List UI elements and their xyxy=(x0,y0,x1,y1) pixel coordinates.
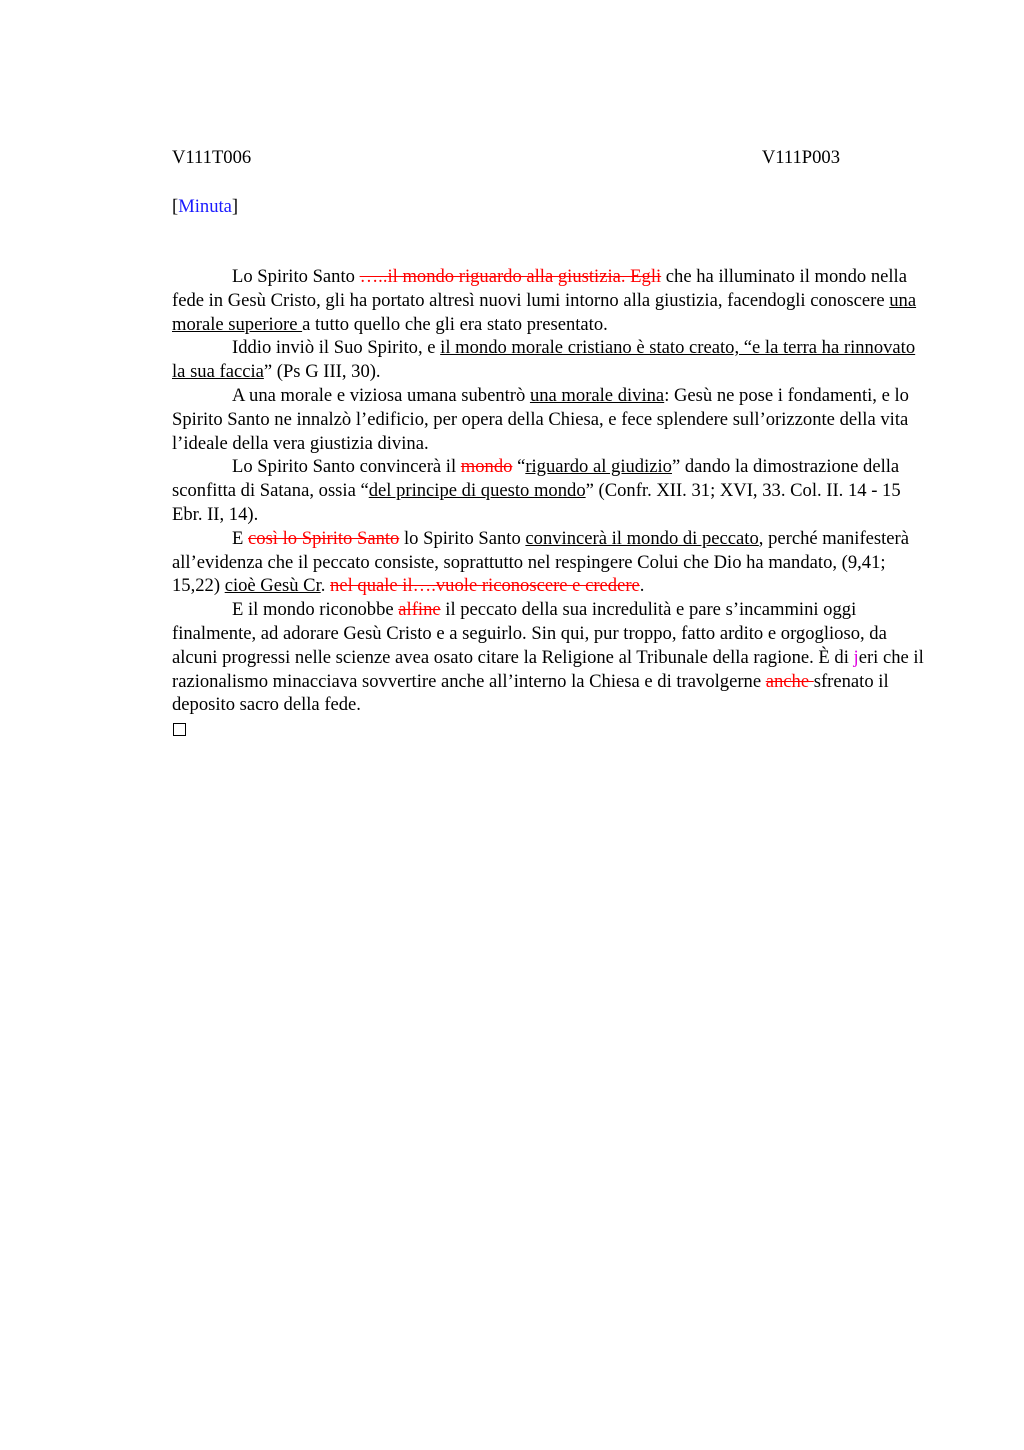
text-run: ” (Confr. XII. 31; XVI, 33. Col. II. 14 - 15 Ebr. II, 14). xyxy=(172,480,901,525)
paragraph xyxy=(172,598,932,717)
text-run: che ha illuminato il mondo nella fede in Gesù Cristo, gli ha portato altresì nuovi lumi intorno alla giustizia, facendogli conoscere xyxy=(172,266,907,311)
paragraph xyxy=(172,265,932,336)
text-run: il peccato della sua incredulità e pare s’incammini oggi finalmente, ad adorare Gesù Cristo e a seguirlo. Sin qui, pur troppo, fatto ardito e orgoglioso, da alcuni progressi nelle scienze avea osato citare la Religione al Tribunale della ragione. È di xyxy=(172,599,887,668)
end-marker-square-icon xyxy=(173,723,186,736)
document-body xyxy=(172,265,932,736)
deleted-text: alfine xyxy=(398,599,441,621)
deleted-text: così lo Spirito Santo xyxy=(248,527,400,549)
text-run: Lo Spirito Santo convincerà il xyxy=(232,456,461,478)
text-run: lo Spirito Santo xyxy=(399,527,526,549)
underlined-text: convincerà il mondo di peccato xyxy=(525,527,759,549)
text-run: : Gesù ne pose i fondamenti, e lo Spirito Santo ne innalzò l’edificio, per opera della Chiesa, e fece splendere sull’orizzonte della vita l’ideale della vera giustizia divina. xyxy=(172,384,909,454)
label-open-bracket: [ xyxy=(172,196,179,217)
text-run: sfrenato il deposito sacro della fede. xyxy=(172,670,889,716)
text-run: Lo Spirito Santo xyxy=(232,266,360,287)
underlined-text: il mondo morale cristiano è stato creato, “e la terra ha rinnovato la sua faccia xyxy=(172,337,916,383)
right-document-code: V111P003 xyxy=(761,147,840,168)
text-run: . xyxy=(320,575,331,597)
highlighted-letter: j xyxy=(853,646,859,668)
deleted-text: nel quale il….vuole riconoscere e credere xyxy=(330,575,640,597)
deleted-text: mondo xyxy=(460,456,513,478)
text-run: Iddio inviò il Suo Spirito, e xyxy=(232,337,441,359)
underlined-text: cioè Gesù Cr xyxy=(224,575,321,597)
text-run: a tutto quello che gli era stato presentato. xyxy=(302,313,608,335)
text-run: E il mondo riconobbe xyxy=(232,599,399,621)
paragraph xyxy=(172,384,932,455)
label-minuta: Minuta xyxy=(178,196,232,217)
label-close-bracket: ] xyxy=(231,196,239,217)
text-run: “ xyxy=(512,456,526,478)
text-run: . xyxy=(639,575,645,597)
underlined-text: riguardo al giudizio xyxy=(525,456,672,478)
document-codes xyxy=(172,146,840,170)
text-run: eri che il razionalismo minacciava sovvertire anche all’interno la Chiesa e di travolgerne xyxy=(172,646,924,692)
text-run: ” dando la dimostrazione della sconfitta di Satana, ossia “ xyxy=(172,456,900,502)
left-document-code: V111T006 xyxy=(172,147,252,168)
paragraph xyxy=(172,527,932,598)
deleted-text: …..il mondo riguardo alla giustizia. Egli xyxy=(359,266,662,287)
text-run: ” (Ps G III, 30). xyxy=(263,361,381,383)
underlined-text: una morale divina xyxy=(529,384,665,406)
paragraph xyxy=(172,336,932,384)
underlined-text: una morale superiore xyxy=(172,289,917,335)
text-run: E xyxy=(232,527,249,549)
text-run: , perché manifesterà all’evidenza che il peccato consiste, soprattutto nel respingere Colui che Dio ha mandato, (9,41; 15,22) xyxy=(172,527,909,597)
document-label xyxy=(172,195,238,219)
paragraph xyxy=(172,455,932,526)
deleted-text: anche xyxy=(765,670,814,692)
text-run: A una morale e viziosa umana subentrò xyxy=(232,384,530,406)
underlined-text: del principe di questo mondo xyxy=(368,480,586,502)
